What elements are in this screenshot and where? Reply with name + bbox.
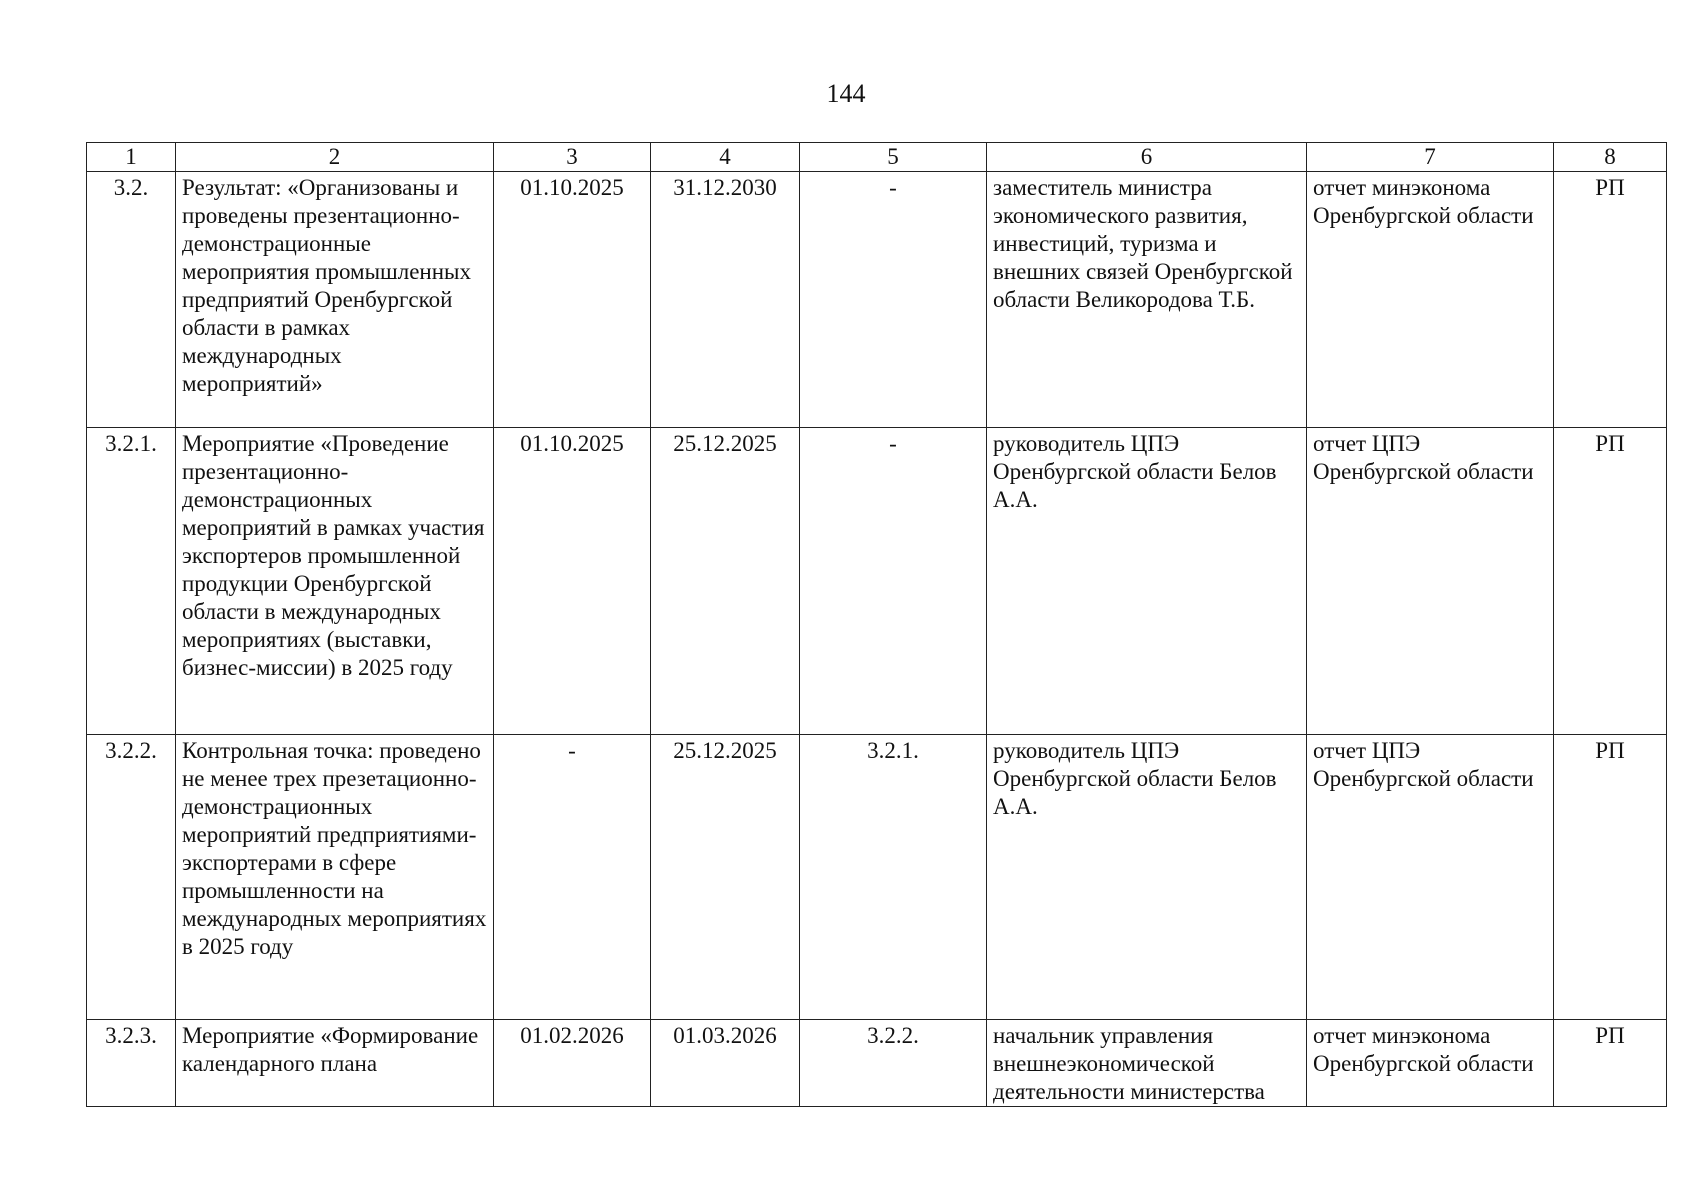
row-responsible: заместитель министра экономического развития, инвестиций, туризма и внешних связей Оренбургской области Великородова Т.Б. <box>987 172 1307 428</box>
row-predecessor: 3.2.1. <box>800 735 987 1020</box>
row-description: Результат: «Организованы и проведены презентационно-демонстрационные мероприятия промышленных предприятий Оренбургской области в рамках международных мероприятий» <box>176 172 494 428</box>
row-description: Контрольная точка: проведено не менее трех презетационно-демонстрационных мероприятий предприятиями-экспортерами в сфере промышленности на международных мероприятиях в 2025 году <box>176 735 494 1020</box>
row-control-document: отчет ЦПЭ Оренбургской области <box>1307 428 1554 735</box>
row-predecessor: - <box>800 428 987 735</box>
col-header-6: 6 <box>987 143 1307 172</box>
plan-table <box>86 142 1667 1107</box>
row-predecessor: - <box>800 172 987 428</box>
table-row <box>87 172 1667 428</box>
row-end-date: 01.03.2026 <box>651 1020 800 1107</box>
table-row <box>87 428 1667 735</box>
row-level: РП <box>1554 1020 1667 1107</box>
col-header-3: 3 <box>494 143 651 172</box>
row-control-document: отчет ЦПЭ Оренбургской области <box>1307 735 1554 1020</box>
row-start-date: 01.02.2026 <box>494 1020 651 1107</box>
row-number: 3.2.3. <box>87 1020 176 1107</box>
row-number: 3.2.2. <box>87 735 176 1020</box>
row-level: РП <box>1554 735 1667 1020</box>
row-end-date: 31.12.2030 <box>651 172 800 428</box>
row-level: РП <box>1554 428 1667 735</box>
row-number: 3.2. <box>87 172 176 428</box>
row-description: Мероприятие «Формирование календарного плана <box>176 1020 494 1107</box>
col-header-1: 1 <box>87 143 176 172</box>
row-responsible: руководитель ЦПЭ Оренбургской области Белов А.А. <box>987 428 1307 735</box>
table-row <box>87 1020 1667 1107</box>
col-header-8: 8 <box>1554 143 1667 172</box>
row-start-date: - <box>494 735 651 1020</box>
page-number: 144 <box>826 79 866 108</box>
row-number: 3.2.1. <box>87 428 176 735</box>
row-responsible: руководитель ЦПЭ Оренбургской области Белов А.А. <box>987 735 1307 1020</box>
col-header-5: 5 <box>800 143 987 172</box>
row-start-date: 01.10.2025 <box>494 428 651 735</box>
row-responsible: начальник управления внешнеэкономической деятельности министерства <box>987 1020 1307 1107</box>
row-predecessor: 3.2.2. <box>800 1020 987 1107</box>
col-header-7: 7 <box>1307 143 1554 172</box>
row-description: Мероприятие «Проведение презентационно-демонстрационных мероприятий в рамках участия экспортеров промышленной продукции Оренбургской области в международных мероприятиях (выставки, бизнес-миссии) в 2025 году <box>176 428 494 735</box>
row-end-date: 25.12.2025 <box>651 428 800 735</box>
row-end-date: 25.12.2025 <box>651 735 800 1020</box>
row-control-document: отчет минэконома Оренбургской области <box>1307 1020 1554 1107</box>
row-level: РП <box>1554 172 1667 428</box>
table-row <box>87 735 1667 1020</box>
row-start-date: 01.10.2025 <box>494 172 651 428</box>
col-header-4: 4 <box>651 143 800 172</box>
col-header-2: 2 <box>176 143 494 172</box>
header-row <box>87 143 1667 172</box>
row-control-document: отчет минэконома Оренбургской области <box>1307 172 1554 428</box>
